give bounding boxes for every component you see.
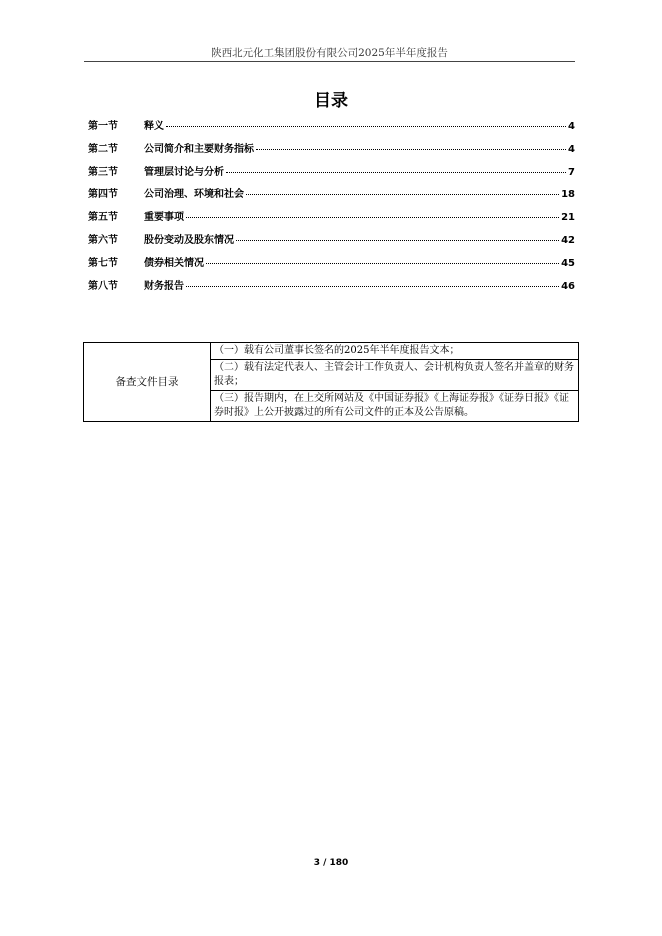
- toc-item[interactable]: [88, 231, 575, 254]
- toc-section-name: 管理层讨论与分析: [144, 166, 224, 178]
- toc-dot-leader: [246, 194, 559, 195]
- toc-section-name: 股份变动及股东情况: [144, 234, 234, 246]
- toc-section-number: 第八节: [88, 280, 118, 292]
- toc-title: 目录: [314, 91, 348, 111]
- toc-section-number: 第四节: [88, 189, 118, 201]
- toc-page-number: 4: [568, 143, 575, 155]
- toc-section-number: 第二节: [88, 143, 118, 155]
- toc-dot-leader: [256, 149, 566, 150]
- toc-item[interactable]: [88, 277, 575, 300]
- toc-section-number: 第六节: [88, 234, 118, 246]
- table-row: [84, 343, 579, 360]
- page-number: 3 / 180: [313, 858, 349, 868]
- toc-page-number: 46: [561, 280, 575, 292]
- toc-item[interactable]: [88, 117, 575, 140]
- toc-dot-leader: [186, 217, 559, 218]
- reference-documents-label: 备查文件目录: [84, 343, 211, 422]
- toc-section-name: 公司简介和主要财务指标: [144, 143, 254, 155]
- page-header: 陕西北元化工集团股份有限公司2025年半年度报告: [211, 47, 448, 59]
- toc-section-name: 重要事项: [144, 212, 184, 224]
- toc-page-number: 18: [561, 189, 575, 201]
- toc-section-number: 第一节: [88, 121, 118, 132]
- toc-page-number: 7: [568, 166, 575, 178]
- toc-page-number: 4: [568, 121, 575, 132]
- reference-document-item: （二）载有法定代表人、主管会计工作负责人、会计机构负责人签名并盖章的财务报表；: [211, 360, 579, 391]
- toc-section-name: 财务报告: [144, 280, 184, 292]
- toc-section-number: 第七节: [88, 257, 118, 269]
- toc-section-name: 债券相关情况: [144, 257, 204, 269]
- toc-section-name: 公司治理、环境和社会: [144, 189, 244, 201]
- reference-documents-table: [83, 342, 579, 422]
- toc-section-number: 第三节: [88, 166, 118, 178]
- toc-item[interactable]: [88, 185, 575, 208]
- toc-dot-leader: [206, 263, 559, 264]
- header-rule: [84, 61, 575, 62]
- toc-page-number: 42: [561, 234, 575, 246]
- toc-page-number: 21: [561, 212, 575, 224]
- toc-item[interactable]: [88, 208, 575, 231]
- toc-section-number: 第五节: [88, 212, 118, 224]
- toc-dot-leader: [166, 126, 566, 127]
- toc-section-name: 释义: [144, 121, 164, 132]
- toc-page-number: 45: [561, 257, 575, 269]
- toc-item[interactable]: [88, 140, 575, 163]
- toc-item[interactable]: [88, 163, 575, 186]
- toc-dot-leader: [186, 286, 559, 287]
- table-of-contents: [88, 117, 575, 299]
- toc-item[interactable]: [88, 254, 575, 277]
- toc-dot-leader: [226, 172, 566, 173]
- toc-dot-leader: [236, 240, 559, 241]
- reference-document-item: （三）报告期内，在上交所网站及《中国证券报》《上海证券报》《证券日报》《证券时报》上公开披露过的所有公司文件的正本及公告原稿。: [211, 391, 579, 422]
- reference-document-item: （一）载有公司董事长签名的2025年半年度报告文本；: [211, 343, 579, 360]
